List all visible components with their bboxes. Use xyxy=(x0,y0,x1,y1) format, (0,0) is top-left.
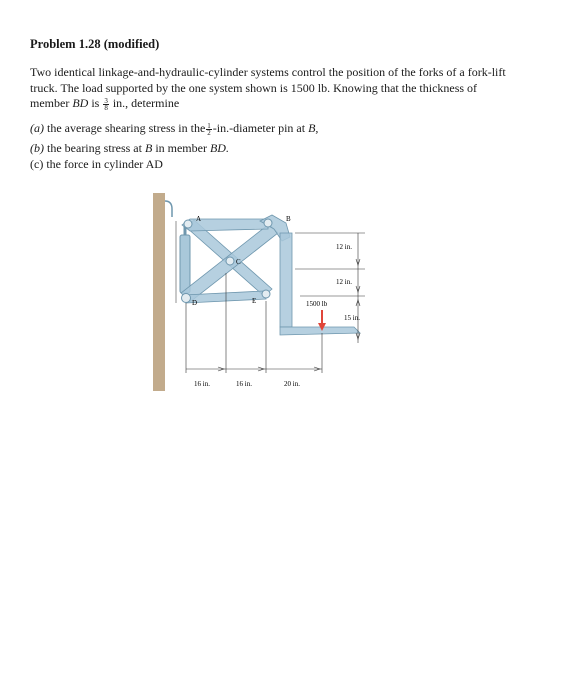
mast-column xyxy=(153,193,165,391)
statement-part-1: Two identical linkage-and-hydraulic-cylinder systems control the position of the forks of a fork-lift truck. The load supported by the one system shown is 1500 lb. Knowing that the thickness of member xyxy=(30,65,506,110)
upper-bar xyxy=(182,219,268,231)
pin-b xyxy=(264,219,272,227)
question-b: (b) the bearing stress at B in member BD. xyxy=(30,141,229,155)
fork-tine xyxy=(280,327,360,335)
pin-d xyxy=(182,294,191,303)
dim-horizontal-3: 20 in. xyxy=(284,380,300,388)
thickness-fraction: $\frac{3}{8}$ xyxy=(104,96,108,112)
pin-a xyxy=(184,220,192,228)
dim-horizontal-2: 16 in. xyxy=(236,380,252,388)
dim-vertical-3: 15 in. xyxy=(344,314,360,322)
label-b: B xyxy=(286,215,291,223)
dim-vertical-2: 12 in. xyxy=(336,278,352,286)
forklift-figure xyxy=(150,193,380,393)
mast-hook xyxy=(165,201,172,217)
label-a: A xyxy=(196,215,202,223)
label-c: C xyxy=(236,258,241,266)
question-c: (c) the force in cylinder AD xyxy=(30,157,163,171)
problem-statement xyxy=(30,65,510,112)
dim-vertical-1: 12 in. xyxy=(336,243,352,251)
forklift-diagram xyxy=(150,193,380,393)
carriage-plate xyxy=(280,233,292,327)
vertical-dimensions xyxy=(295,233,365,343)
dim-horizontal-1: 16 in. xyxy=(194,380,210,388)
member-bd-label: BD xyxy=(72,96,89,110)
label-e: E xyxy=(252,297,257,305)
statement-part-3: in., determine xyxy=(112,96,180,110)
problem-title: Problem 1.28 (modified) xyxy=(30,37,160,51)
label-d: D xyxy=(192,299,198,307)
cylinder-ad xyxy=(180,235,190,293)
pin-e xyxy=(262,290,270,298)
question-a: (a) the average shearing stress in the $\frac{1}{2}$ -in.-diameter pin at B, xyxy=(30,121,319,137)
load-label: 1500 lb xyxy=(306,300,328,308)
statement-part-2: is xyxy=(91,96,100,110)
pin-c xyxy=(226,257,234,265)
pin-diameter-fraction: $\frac{1}{2}$ xyxy=(207,121,211,137)
